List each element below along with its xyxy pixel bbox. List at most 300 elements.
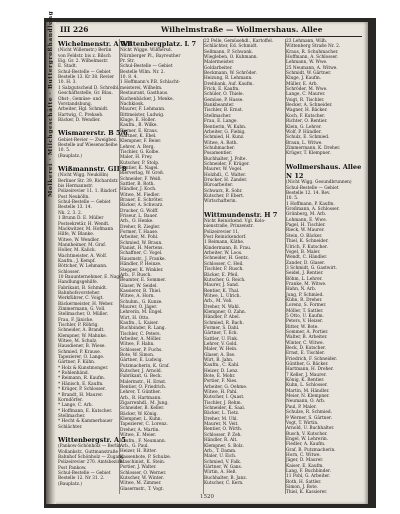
directory-entry: Zimmermann, G. Voll.	[58, 307, 106, 312]
directory-entry: Bahnhofsvorsteher.	[58, 290, 101, 296]
directory-entry: Hartmann, H. Dreher.	[286, 367, 334, 373]
directory-entry: Arb., G. Paul.	[120, 443, 149, 449]
directory-entry: Friedrich, F. Schneider.	[286, 356, 338, 362]
directory-entry: Maurer, W. Vogel.	[204, 167, 243, 173]
directory-entry: Schmied, H. Kunz.	[204, 135, 245, 141]
directory-entry: Witwe, M. Zimmer.	[120, 481, 162, 487]
directory-entry: Berliner Str. 39, Richardstr.	[58, 178, 119, 184]
directory-entry: Schmied, W. Braun.	[120, 240, 163, 246]
directory-entry: Bäckermeister, H. Weber.	[58, 301, 114, 307]
directory-entry: Gärtner, K. Ebel.	[120, 133, 157, 139]
directory-entry: Portier, J. Walter.	[120, 465, 157, 471]
directory-entry: Former, T. Haase.	[120, 230, 159, 236]
directory-entry: Dreher, N. Wahl.	[204, 304, 240, 310]
directory-entry: Polizeirevier 11.	[204, 229, 240, 235]
directory-entry: Glaser, W. Seidel.	[120, 283, 158, 289]
directory-entry: Fabrikant, B. Schmidt.	[58, 285, 108, 291]
directory-entry: Mackwitzer, M. Hofmann	[58, 226, 114, 232]
directory-entry: Kluge, J. Kaufm.	[286, 76, 322, 82]
directory-entry: Gärtner, W. Gans.	[204, 464, 243, 470]
directory-entry: Lehrer, T. Günther.	[120, 390, 161, 396]
directory-entry: Bestelle auf Wiesenscheibe	[58, 142, 118, 148]
entry-spacer	[204, 205, 284, 210]
directory-entry: Koch, F. Kutscher.	[286, 113, 326, 119]
directory-entry: Polizeirevier 11. 1. Rixdorf.	[58, 189, 118, 195]
directory-entry: Gemüse, P. Hasse.	[204, 97, 244, 103]
directory-page	[46, 10, 368, 504]
directory-entry: Hartwig, C. Prekseb.	[58, 112, 104, 118]
directory-entry: 10. 5.	[58, 148, 71, 154]
directory-entry: Stellmacher.	[58, 413, 86, 419]
directory-entry: Schul-Bestelle — Gebiet	[286, 185, 339, 191]
directory-entry: Graf, B. Putzmacherin.	[286, 447, 336, 453]
directory-entry: Hausdiener, B. Wiese.	[58, 344, 106, 350]
directory-entry: Tischler, C. Peters.	[120, 331, 161, 337]
directory-entry: Bankbeamter.	[204, 103, 235, 109]
directory-entry: Kutscher, P. Stolp.	[120, 160, 160, 166]
directory-entry: Post Reinickendorf.	[204, 235, 247, 241]
directory-entry: Kutscher, I. Quast.	[204, 395, 245, 401]
directory-entry: Kühn, R. Dreher.	[286, 297, 323, 303]
directory-entry: Rentier, K. Nagel.	[120, 165, 159, 171]
directory-entry: Werkführer, C. Voigt.	[58, 296, 104, 302]
directory-entry: Witwe, W. Wendler.	[58, 237, 100, 243]
directory-entry: Maurer, N. Veit.	[204, 422, 239, 428]
directory-entry: Witwe, L. Ulrich.	[204, 293, 241, 299]
directory-entry: Wirtin, A. Heß.	[204, 470, 237, 476]
directory-entry: Witwe, A. Roth.	[204, 140, 238, 146]
directory-entry: Lehrer, A. Berg.	[120, 144, 155, 150]
directory-entry: Sattler, U. Fink.	[204, 336, 239, 342]
directory-entry: Tapezierer, C. Lorenz.	[120, 422, 168, 428]
directory-entry: Schulze, R. Schmied.	[286, 410, 332, 416]
directory-entry: Arbeiter, G. Fiebig.	[204, 129, 246, 135]
directory-entry: Lohmann, E. Wwe.	[286, 217, 327, 223]
directory-entry: Sellmann, P. Schwank.	[204, 49, 253, 55]
directory-entry: Schlosser.	[58, 269, 80, 275]
directory-entry: Kaufm., J. Kempf.	[58, 258, 96, 264]
directory-entry: 1 Hoffmann, P. Kaufm.	[286, 201, 335, 207]
directory-entry: Polizeirevier 270. Amtsbezirk.	[58, 460, 124, 466]
directory-entry: 23 Lehmann, Wilh.	[286, 39, 328, 44]
directory-entry: Arbeiter, A. Möller.	[120, 336, 162, 342]
street-heading: Wismarerstr. B 5/6	[58, 129, 128, 138]
directory-entry: Lange, C. Maurer.	[286, 92, 326, 98]
directory-entry: Maurer, O. Jäger.	[120, 304, 158, 310]
directory-entry: Kuhn, L. Schlosser.	[286, 383, 328, 389]
directory-entry: Arb., O. Henke.	[120, 219, 154, 225]
book-binding	[44, 10, 376, 508]
street-heading: Wittenbergplatz. L 7	[120, 40, 197, 48]
directory-entry: von Feldstr. bis z. Bilsch	[58, 53, 111, 59]
directory-entry: Heizer, D. Lenz.	[204, 368, 239, 374]
directory-entry: Witwe, F. Hahn.	[120, 342, 155, 348]
directory-entry: Seidel, J. Rentier.	[286, 271, 324, 277]
directory-entry: Schuhm., G. Kunze.	[120, 299, 163, 305]
directory-entry: Stellmacher.	[204, 113, 232, 119]
directory-entry: Schmidt, W. Gärtner.	[286, 71, 332, 77]
directory-entry: Thiel, K. Kassierer.	[286, 490, 328, 496]
directory-entry: Maurer, F. Lehmann.	[120, 107, 166, 113]
directory-entry: Schneider, H. Gentz.	[204, 256, 249, 262]
directory-entry: Nicht Reinickend. Vgl. Kolo-	[204, 219, 266, 225]
directory-entry: Goldarbeiter.	[204, 65, 233, 71]
directory-entry: Pianist, H. Mertens.	[120, 246, 164, 252]
directory-entry: Schlächter.	[58, 424, 83, 430]
directory-entry: Witwe, A. Horn.	[120, 294, 155, 300]
directory-entry: Nachkiosk.	[120, 101, 145, 107]
directory-entry: Maler, U. Eich.	[204, 454, 237, 460]
directory-entry: Riemer, E. Kraus.	[120, 128, 159, 134]
directory-entry: Arb., R. Hartmann.	[120, 395, 162, 401]
directory-entry: Kraus, R. Schuhmacher.	[286, 49, 339, 55]
directory-entry: Arb., F. Busch.	[120, 272, 152, 278]
directory-entry: Rentierin, W. Kuhn.	[204, 124, 247, 130]
directory-entry: * Reimann, R. Kaufm.	[58, 376, 106, 382]
directory-entry: Rentier, O. Wirth.	[204, 427, 243, 433]
directory-entry: Gärtner, T. Eck.	[204, 331, 238, 337]
directory-entry: Kluge, E. Holler.	[120, 117, 156, 123]
directory-entry: 10. 5.	[286, 196, 299, 202]
directory-entry: * Rohlenhänd.	[58, 371, 90, 377]
directory-entry: Bestelle 13. Kr 38. Revier	[58, 75, 115, 81]
directory-entry: Winter, C. Witwe.	[286, 340, 324, 346]
directory-entry: Schlächter, Ed. Schmidt.	[204, 44, 258, 50]
directory-entry: Schul-Bestelle — Gebiet	[58, 200, 111, 206]
directory-entry: Former, S. Dahl.	[204, 325, 240, 331]
directory-entry: Nürnberger Pl., Bayreuther	[120, 53, 181, 59]
directory-entry: 10. 8. 4.	[120, 75, 138, 81]
directory-entry: Kutscher, J. Arnold.	[120, 369, 162, 375]
directory-entry: Malermstr., H. Ernst.	[120, 379, 167, 385]
directory-entry: Horn, C. Witwe.	[286, 452, 321, 458]
directory-entry: Drehbank, Auf. Kaufm.	[204, 81, 254, 87]
page-header-title: Wilhelmstraße — Wollmershaus. Allee	[161, 25, 323, 34]
directory-entry: Bäcker, E. Pfeil.	[204, 272, 239, 278]
directory-entry: Lehrer, V. Gold.	[204, 341, 238, 347]
directory-entry: Stein, O. Bäcker.	[286, 233, 323, 239]
directory-entry: Tischler, P. Röhrig.	[58, 323, 99, 329]
street-heading: Wittmundenstr. H 7	[204, 210, 278, 219]
directory-entry: 5 Otto, U. Kaufm.	[286, 313, 324, 319]
side-advertisement: Molkerei · Milchgeschäfte · Buttergroßhandlung	[48, 10, 54, 197]
directory-entry: Drucker, G. Wolff.	[120, 208, 159, 214]
directory-entry: (Pankow-Schönholz — Berlin	[58, 444, 121, 450]
directory-entry: Tapezierer, O. Lange.	[58, 355, 105, 361]
directory-entry: Schneider, F. Weiß.	[120, 176, 162, 182]
directory-entry: Becker, A. Schneider.	[286, 103, 333, 109]
directory-entry: Schneider, A. Brandt.	[58, 328, 105, 334]
directory-entry: Ulrich, F. Kutscher.	[286, 244, 328, 250]
directory-entry: * Hänisch, E. Kaufm.	[58, 381, 104, 387]
street-heading: Wollmershaus. Allee	[286, 162, 362, 171]
directory-entry: Arbeiter, M. Pohl.	[120, 235, 159, 241]
directory-entry: Ritter, W. Bote.	[286, 324, 319, 330]
entry-spacer	[58, 159, 118, 164]
directory-entry: Posamentier.	[204, 151, 233, 157]
directory-entry: Schneider, F. Krüger.	[204, 161, 250, 167]
directory-entry: Kassenbote, P. Schulze.	[120, 454, 172, 460]
directory-entry: Lehmann, W. Wwe.	[286, 60, 328, 66]
directory-entry: Hilfe, W. Blanke.	[58, 232, 95, 238]
directory-entry: Bäcker, D. Wendler.	[58, 117, 101, 123]
directory-entry: Fabrikant, G. Beck.	[120, 374, 162, 380]
directory-entry: Bestelle 12. 14. Rev.	[286, 191, 331, 197]
directory-entry: 11 Pohl, G. Arbeiter.	[286, 474, 331, 480]
directory-entry: Pr. Str.	[120, 59, 135, 65]
directory-entry: Obst-, Gemüse- und	[58, 96, 102, 102]
directory-entry: 25 Neumann, A. Witwe.	[286, 65, 338, 71]
street-heading: Wißmannstr. GII 8	[58, 165, 127, 173]
directory-entry: Sattler, B. Roth.	[120, 182, 155, 187]
directory-entry: Roth, H. Sattler.	[286, 479, 322, 485]
directory-entry: Tischler, J. Rehm.	[204, 400, 242, 406]
directory-entry: Brauer, E. Schröter.	[120, 198, 164, 204]
directory-entry: Schul-Bestelle — Gebiet	[120, 64, 173, 70]
directory-entry: Rentier, K. Thal.	[204, 288, 240, 294]
directory-entry: Schröder, M. Wwe.	[286, 87, 328, 93]
directory-entry: Wagner, H. Bäcker.	[286, 108, 328, 114]
directory-entry: Witwe, M. Schulz.	[58, 339, 98, 345]
directory-entry: Gebiet-Revier — Zweigbez.	[58, 137, 118, 143]
directory-entry: Ernst, E. Tischler.	[286, 351, 325, 357]
directory-entry: Holzhdl., C. Walter.	[204, 172, 247, 178]
directory-entry: Bestelle Wilm. Nr. 2.	[120, 69, 165, 75]
column-2	[120, 39, 203, 494]
directory-entry: Gärtner, F. Kühn.	[58, 360, 96, 366]
directory-entry: Witwe, M. Fiedler.	[120, 192, 161, 198]
street-heading: N 12	[286, 171, 304, 180]
directory-entry: Schaffner, C. Vogel.	[120, 251, 163, 257]
directory-entry: Thiel, K. Schneider.	[286, 239, 329, 245]
directory-entry: Kaufm., L. Kaiser.	[120, 320, 159, 326]
directory-entry: Buchhalter, J. Polte.	[204, 156, 247, 162]
directory-entry: Martin, M. Händler.	[286, 388, 330, 394]
directory-entry: 10 Bauunternehmer, E. Nagel.	[58, 274, 125, 280]
directory-entry: Wiegleben, O. Kuhmann.	[204, 55, 258, 61]
directory-entry: Post Pankow.	[58, 465, 87, 471]
directory-entry: * Hecht & Kammerbauer	[58, 419, 113, 425]
directory-entry: Postsekretär, H. Wendt.	[58, 221, 110, 227]
directory-entry: Eig. Gr. 2. Wilhelmsstr.	[58, 59, 109, 65]
directory-entry: Sommer, A. Portier.	[286, 330, 329, 335]
directory-entry: 7 Keller, J. Maurer.	[286, 372, 327, 378]
directory-entry: Gärtner, E. Ludwig.	[120, 358, 163, 364]
directory-entry: Händler, J. Koch.	[120, 187, 157, 193]
directory-entry: meisterei, Wilhelm.	[120, 85, 163, 91]
directory-entry: Wollankstr., Guttmanstraße	[58, 449, 119, 455]
directory-entry: 1 Salzgutscheid D. Schreibl.	[58, 85, 120, 91]
directory-entry: Korndörfer.	[58, 397, 83, 403]
directory-entry: Zimmermann, K. Dreher.	[286, 145, 341, 151]
directory-entry: Voigt, R. Tischler.	[286, 97, 325, 103]
directory-entry: Wirtschafterin.	[204, 199, 237, 205]
directory-entry: bis Hermannstr.	[58, 184, 94, 190]
directory-entry: Zander, D. Glaser.	[286, 260, 326, 266]
directory-entry: Händler, P. Heinze.	[120, 262, 162, 268]
directory-entry: Müller, E. Arb.	[286, 81, 318, 87]
directory-entry: Möller, T. Sattler.	[286, 308, 324, 314]
directory-entry: Hoffmann, A. Schlosser.	[286, 55, 339, 61]
directory-entry: Kassierer, B. Thiel.	[120, 288, 162, 294]
directory-entry: Glaser, A. Ilse.	[204, 352, 236, 358]
directory-entry: Krüger, T. Klempner.	[286, 151, 331, 157]
directory-entry: Portier, F. Nies.	[204, 379, 238, 385]
directory-entry: Beck, D. Kutscher.	[286, 346, 326, 352]
directory-entry: Klempner, O. Zahn.	[204, 309, 247, 315]
directory-entry: Schmied, V. Falk.	[204, 459, 242, 465]
directory-entry: Zigarrenhdl., M. Jung.	[120, 401, 169, 407]
page-number: III 226	[60, 25, 89, 34]
directory-entry: Witwe, E. Meier.	[120, 433, 157, 439]
directory-entry: Nk. 2. 3. 2.	[58, 210, 83, 216]
directory-entry: Mannheimer, M. Graf.	[58, 242, 107, 248]
directory-entry: Frau, E. Lange.	[204, 119, 238, 125]
directory-entry: 10. H. 3.	[58, 80, 77, 86]
directory-entry: Schlosser, P. Zeh.	[204, 432, 242, 438]
directory-entry: Dreher, M. Uhl.	[204, 416, 238, 422]
directory-entry: Lang, F. Buchbinder.	[286, 468, 331, 474]
directory-entry: Schlosser, P. Fuchs.	[120, 347, 163, 353]
directory-entry: Friseur, L. Bauer.	[120, 214, 158, 220]
directory-entry: Maurer, J. Sand.	[204, 283, 240, 289]
directory-entry: Wachtmeister, A. Wolf.	[58, 253, 108, 259]
directory-entry: Günther, G. Bäcker.	[286, 362, 329, 368]
directory-entry: Schul-Bestelle — Gebiet	[58, 471, 111, 477]
directory-entry: Schneider, K. Saal.	[204, 406, 246, 412]
directory-entry: Maler, W. Hein.	[204, 347, 238, 353]
directory-entry: 1 Brunn D. E. Müller	[58, 216, 104, 222]
directory-entry: Grünberg, M. Arb.	[286, 212, 327, 218]
street-heading: Wittenbergstr. A 5	[58, 435, 126, 444]
directory-entry: Wirt, B. Jahn.	[204, 358, 234, 363]
directory-entry: Vogel, B. Maler.	[286, 249, 321, 255]
directory-entry: Kaufm., F. Neumann.	[120, 438, 166, 444]
directory-entry: Kaufm., B. Wilke.	[120, 123, 158, 129]
directory-entry: Holler, M. Kalick.	[58, 248, 96, 254]
directory-entry: Walter, B. Arbeiter.	[286, 335, 328, 341]
directory-entry: Arbeiter, Hgl. Schmidt.	[58, 107, 109, 113]
directory-entry: Post Neukölln.	[58, 194, 90, 200]
directory-entry: * Holz & Kunstmonger.	[58, 365, 109, 371]
directory-entry: Wendt, C. Händler.	[286, 255, 328, 261]
directory-entry: Pagel, H. Tischler.	[286, 223, 326, 229]
directory-entry: Vogt, T. Wirtin.	[286, 420, 319, 426]
directory-entry: Vorstandsbung.	[58, 101, 92, 107]
directory-entry: Tischler, B. Ernst.	[204, 108, 243, 114]
directory-entry: Heizung, R. Lehmann.	[204, 76, 253, 82]
directory-entry: 1 Reimann, Käthe.	[204, 240, 245, 246]
directory-entry: Kutscher, G. Reich.	[204, 277, 246, 283]
directory-entry: Bahnhof Schönholz — Zugang	[58, 455, 124, 460]
directory-entry: (Bauplatz.)	[58, 153, 82, 159]
directory-entry: Maler, H. Frey.	[120, 155, 153, 161]
directory-entry: Rittmeister, Ludwig.	[120, 112, 165, 118]
directory-entry: Arb., T. Damm.	[204, 448, 237, 454]
directory-entry: Wirt, H. Otto.	[120, 315, 150, 321]
directory-entry: Neumann, O. Arb.	[286, 399, 326, 405]
directory-entry: Lehrerin, M. Engel.	[120, 310, 163, 316]
directory-entry: Stepper, K. Winkler.	[120, 267, 164, 273]
directory-entry: Braun, L. Witwe.	[286, 140, 323, 146]
directory-entry: Rieck, W. Maurer.	[286, 228, 325, 234]
directory-entry: Böhm, L. Lehrer.	[286, 276, 323, 282]
directory-entry: Schlosser, O. Werner.	[120, 470, 167, 476]
directory-entry: Lorenz, S. Former.	[286, 303, 327, 309]
directory-entry: Tischler, F. Rusch.	[204, 267, 244, 273]
directory-entry: Klempner, S. Bolz.	[204, 443, 244, 449]
directory-entry: 9 Werner, S. Gärtner.	[286, 415, 332, 421]
directory-entry: Paul, P. Maler.	[286, 404, 317, 410]
directory-entry: Simon, J. Bote.	[286, 484, 318, 490]
directory-entry: Schlosser, C. Heil.	[204, 261, 244, 267]
directory-entry: Böttcher, W. Lehmann.	[58, 264, 108, 270]
directory-entry: Peters, V. Heizer.	[286, 319, 324, 325]
directory-entry: Wolf, P. Händler.	[286, 129, 322, 135]
page-footer: 1520	[200, 494, 214, 500]
directory-entry: Frau, F. Jänicke.	[58, 317, 94, 323]
directory-entry: Beckmann, W. Schröder.	[204, 71, 258, 77]
directory-entry: Schwarz, R. Sohr.	[204, 188, 243, 194]
directory-entry: Arbeiter, G. Oehme.	[204, 384, 248, 390]
directory-entry: Jung, P. Schmied.	[286, 292, 324, 298]
directory-entry: (Bauplatz.)	[58, 481, 82, 487]
directory-entry: Rentier, O. Friedrich.	[120, 385, 167, 391]
street-heading: Wichelmenstr. A 5/6	[58, 40, 133, 48]
directory-entry: Franke, M. Witwe.	[286, 281, 327, 287]
directory-entry: Klempner, F. Beier.	[120, 139, 162, 145]
header-rule	[58, 36, 362, 37]
directory-entry: Beamter, E. Sommer.	[120, 278, 166, 284]
directory-entry: Drucker, H. Zander.	[204, 177, 248, 183]
directory-entry: Großmann, A. Schlosser.	[286, 207, 340, 213]
directory-entry: Kutscher, P. Ebert.	[204, 193, 245, 199]
directory-entry: Klein, G. Lehrer.	[286, 124, 322, 130]
directory-entry: Meier, N. Klempner.	[286, 394, 330, 400]
directory-entry: Bierverlag, W. Groß.	[120, 171, 165, 177]
directory-entry: Glasermstr., T. Vogt.	[120, 486, 164, 492]
directory-entry: Geschäftsstelle, Gr. Blau.	[58, 91, 113, 97]
directory-entry: Buchhalter, B. Janz.	[204, 475, 247, 481]
directory-entry: Restaurant, Gasthaus.	[120, 91, 169, 97]
directory-entry: E. Stadt.	[58, 64, 77, 70]
directory-entry: Klempner, L. Kuhn.	[120, 417, 162, 423]
directory-entry: Bestelle 13. 14.	[58, 205, 92, 211]
entry-spacer	[58, 123, 118, 128]
directory-entry: Arbeiter, W. Loos.	[204, 251, 243, 257]
directory-entry: Bäcker, L. Tietz.	[204, 411, 240, 417]
directory-entry: Richter, O. Rentier.	[286, 119, 328, 125]
directory-entry: Kaufm., C. Kahl.	[204, 363, 240, 369]
directory-entry: Wittenberg Straße Nr. 2.	[286, 44, 341, 50]
directory-entry: (Nicht Willemstr.) Berlin	[58, 48, 112, 54]
directory-entry: Malermeister.	[204, 60, 235, 66]
directory-entry: Witwe, H. Pahl.	[204, 390, 238, 396]
directory-entry: Schmied, P. Krause.	[58, 349, 102, 355]
directory-entry: Jäger, D. Maurer.	[286, 458, 324, 464]
directory-entry: Kindermann, B. Frau.	[204, 245, 252, 251]
directory-entry: Büroarbeiter.	[204, 183, 234, 189]
directory-entry: nienstraße, Prinzenstr.	[204, 224, 254, 230]
directory-entry: Handlungsgehilfe.	[58, 280, 99, 286]
directory-entry: Engel, W. Lehrerin.	[286, 436, 329, 442]
directory-entry: Schuhmacher.	[204, 145, 235, 151]
directory-entry: * Krüger, P. Schlosser.	[58, 387, 106, 393]
directory-entry: Bote, W. Simon.	[120, 353, 155, 358]
directory-entry: Hausmstr., J. Franke.	[120, 256, 166, 262]
directory-entry: Hahn, N. Arb.	[286, 287, 317, 293]
directory-entry: (Nicht Wigg. Gesundbrunnen)	[286, 180, 352, 186]
